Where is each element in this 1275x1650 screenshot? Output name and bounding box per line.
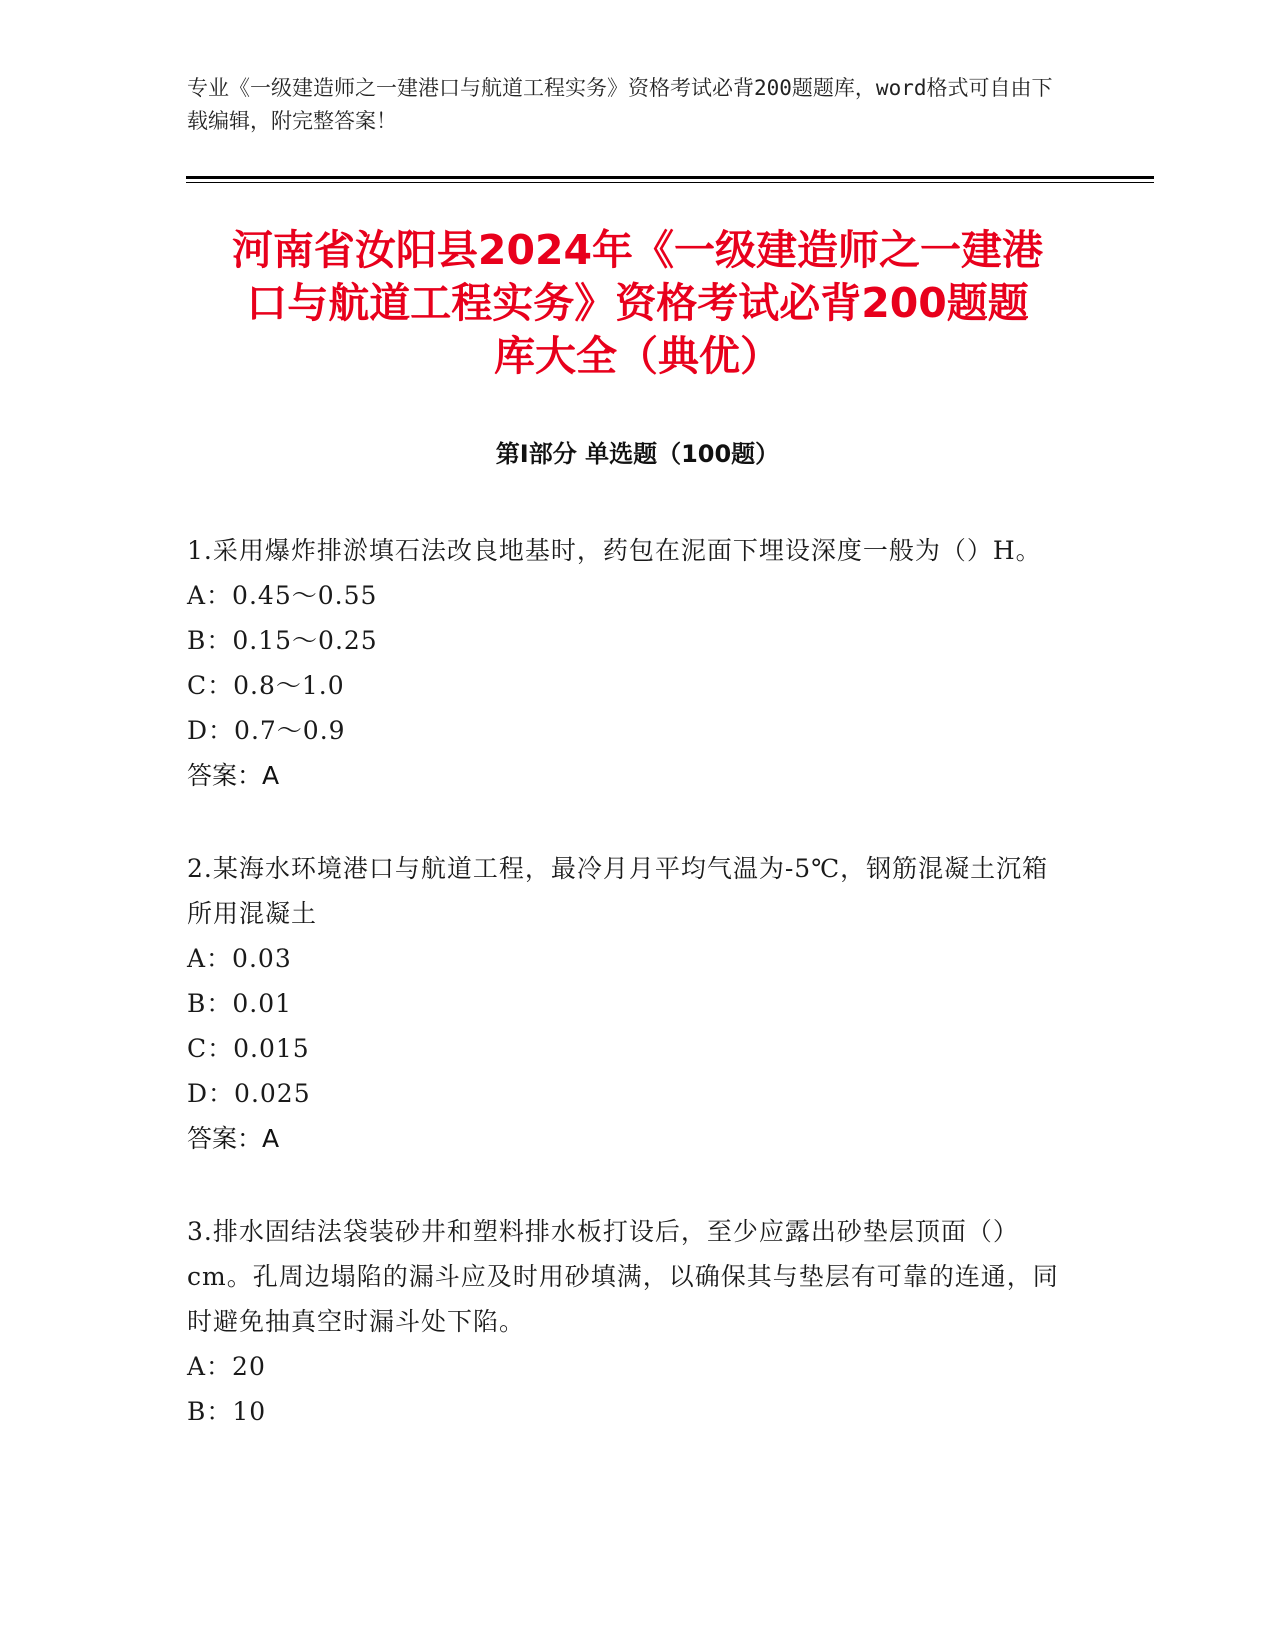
- question-stem: 1.采用爆炸排淤填石法改良地基时，药包在泥面下埋设深度一般为（）H。: [187, 536, 1042, 565]
- option-a: A：0.45～0.55: [187, 581, 378, 610]
- question-stem: 3.排水固结法袋装砂井和塑料排水板打设后，至少应露出砂垫层顶面（）cm。孔周边塌陷的漏斗应及时用砂填满，以确保其与垫层有可靠的连通，同时避免抽真空时漏斗处下陷。: [187, 1217, 1059, 1336]
- question-item: [187, 528, 1067, 798]
- option-d: D：0.025: [187, 1079, 311, 1108]
- option-c: C：0.8～1.0: [187, 671, 345, 700]
- option-c: C：0.015: [187, 1034, 310, 1063]
- header-divider-thick: [186, 176, 1154, 179]
- question-item: [187, 1209, 1067, 1434]
- option-a: A：0.03: [187, 944, 292, 973]
- document-title: [160, 224, 1115, 383]
- header-divider-thin: [186, 182, 1154, 183]
- option-b: B：0.01: [187, 989, 293, 1018]
- header-note: 专业《一级建造师之一建港口与航道工程实务》资格考试必背200题题库，word格式可自由下载编辑，附完整答案！: [187, 76, 1053, 133]
- title-line: 库大全（典优）: [494, 332, 781, 380]
- option-d: D：0.7～0.9: [187, 716, 346, 745]
- section-title: 第I部分 单选题（100题）: [495, 440, 780, 468]
- question-stem: 2.某海水环境港口与航道工程，最冷月月平均气温为-5℃，钢筋混凝土沉箱所用混凝土: [187, 854, 1049, 928]
- question-list: [187, 528, 1067, 1482]
- title-line: 口与航道工程实务》资格考试必背200题题: [246, 279, 1029, 327]
- option-a: A：20: [187, 1352, 266, 1381]
- option-b: B：0.15～0.25: [187, 626, 378, 655]
- question-item: [187, 846, 1067, 1161]
- answer-line: 答案：A: [187, 761, 280, 790]
- answer-line: 答案：A: [187, 1124, 280, 1153]
- title-line: 河南省汝阳县2024年《一级建造师之一建港: [231, 226, 1044, 274]
- option-b: B：10: [187, 1397, 267, 1426]
